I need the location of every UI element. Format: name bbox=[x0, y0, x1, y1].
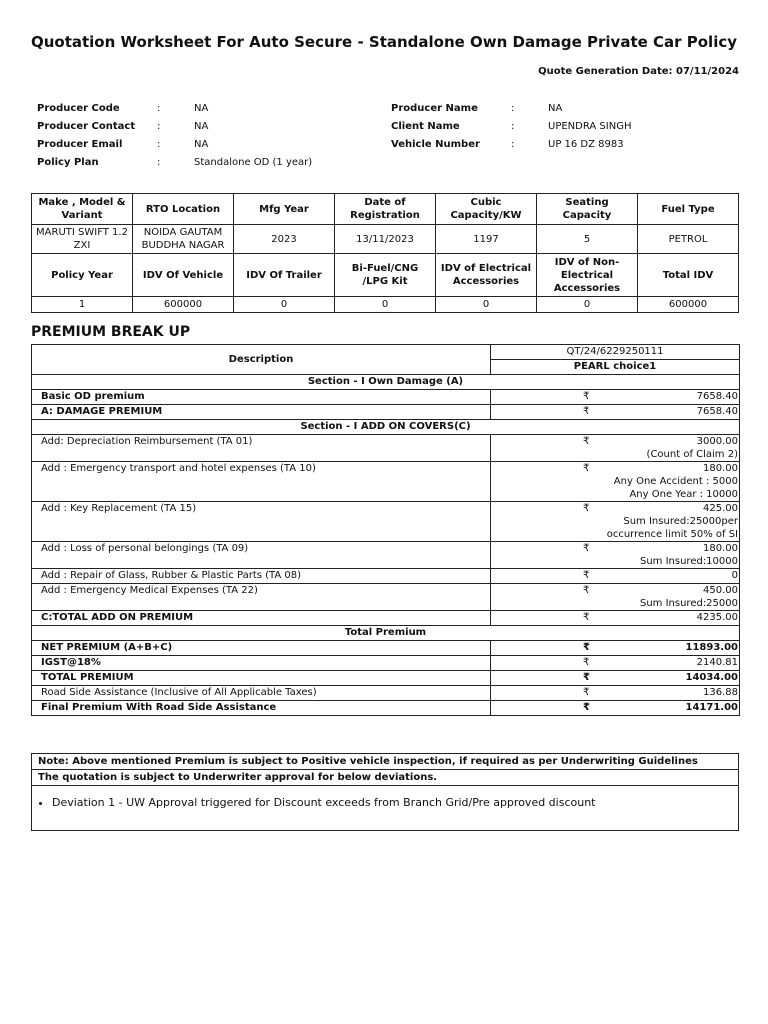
page-title: Quotation Worksheet For Auto Secure - Standalone Own Damage Private Car Policy bbox=[30, 33, 738, 51]
row-amount bbox=[491, 569, 740, 584]
amount-value: 450.00 bbox=[703, 585, 738, 596]
row-amount bbox=[491, 502, 740, 542]
info-value: UPENDRA SINGH bbox=[548, 121, 632, 132]
table-header: Seating Capacity bbox=[537, 194, 638, 225]
note-row bbox=[32, 754, 739, 770]
table-header: IDV Of Trailer bbox=[234, 254, 335, 297]
rupee-symbol: ₹ bbox=[583, 585, 590, 596]
row-amount bbox=[491, 611, 740, 626]
rupee-symbol: ₹ bbox=[583, 657, 590, 668]
table-cell: 600000 bbox=[133, 297, 234, 313]
notes-table bbox=[31, 753, 739, 831]
info-label: Vehicle Number bbox=[391, 139, 480, 150]
table-cell: NOIDA GAUTAM BUDDHA NAGAR bbox=[133, 225, 234, 254]
amount-value: 180.00 bbox=[703, 543, 738, 554]
section-add-on-covers: Section - I ADD ON COVERS(C) bbox=[32, 420, 740, 435]
rupee-symbol: ₹ bbox=[583, 406, 590, 417]
addon-row bbox=[32, 462, 740, 502]
row-label: IGST@18% bbox=[32, 656, 491, 671]
row-label: A: DAMAGE PREMIUM bbox=[32, 405, 491, 420]
section-row bbox=[32, 626, 740, 641]
amount-value: 11893.00 bbox=[685, 642, 738, 653]
info-label: Producer Email bbox=[37, 139, 123, 150]
amount-value: 14171.00 bbox=[685, 702, 738, 713]
info-row bbox=[37, 138, 312, 156]
table-cell: 1197 bbox=[436, 225, 537, 254]
rupee-symbol: ₹ bbox=[583, 702, 590, 713]
addon-note: Sum Insured:25000per bbox=[623, 516, 738, 527]
info-row bbox=[391, 102, 631, 120]
row-label: NET PREMIUM (A+B+C) bbox=[32, 641, 491, 656]
table-header: Fuel Type bbox=[638, 194, 739, 225]
note-row bbox=[32, 786, 739, 831]
row-label: Add : Loss of personal belongings (TA 09) bbox=[32, 542, 491, 569]
amount-value: 180.00 bbox=[703, 463, 738, 474]
inspection-note: Note: Above mentioned Premium is subject to Positive vehicle inspection, if required as per Underwriting Guidelines bbox=[32, 754, 739, 770]
table-cell: 0 bbox=[537, 297, 638, 313]
table-cell: 0 bbox=[234, 297, 335, 313]
row-label: Add : Repair of Glass, Rubber & Plastic Parts (TA 08) bbox=[32, 569, 491, 584]
rupee-symbol: ₹ bbox=[583, 391, 590, 402]
section-row bbox=[32, 420, 740, 435]
rupee-symbol: ₹ bbox=[583, 687, 590, 698]
info-row bbox=[37, 102, 312, 120]
amount-value: 14034.00 bbox=[685, 672, 738, 683]
table-header: Policy Year bbox=[32, 254, 133, 297]
info-value: NA bbox=[194, 121, 209, 132]
row-amount bbox=[491, 671, 740, 686]
table-cell: MARUTI SWIFT 1.2 ZXI bbox=[32, 225, 133, 254]
premium-row bbox=[32, 641, 740, 656]
premium-row bbox=[32, 656, 740, 671]
row-amount bbox=[491, 656, 740, 671]
premium-row bbox=[32, 701, 740, 716]
info-label: Client Name bbox=[391, 121, 460, 132]
premium-breakup-table bbox=[31, 344, 740, 716]
addon-row bbox=[32, 569, 740, 584]
row-label: Road Side Assistance (Inclusive of All Applicable Taxes) bbox=[32, 686, 491, 701]
table-cell: 0 bbox=[335, 297, 436, 313]
table-header: Date of Registration bbox=[335, 194, 436, 225]
info-colon: : bbox=[157, 139, 161, 150]
info-colon: : bbox=[511, 103, 515, 114]
info-label: Policy Plan bbox=[37, 157, 99, 168]
row-label: C:TOTAL ADD ON PREMIUM bbox=[32, 611, 491, 626]
addon-note: (Count of Claim 2) bbox=[646, 449, 738, 460]
addon-row bbox=[32, 502, 740, 542]
info-label: Producer Name bbox=[391, 103, 478, 114]
info-value: NA bbox=[194, 139, 209, 150]
plan-name: PEARL choice1 bbox=[491, 360, 740, 375]
table-cell: 600000 bbox=[638, 297, 739, 313]
row-amount bbox=[491, 686, 740, 701]
addon-row bbox=[32, 584, 740, 611]
amount-value: 0 bbox=[731, 570, 738, 581]
premium-header-row bbox=[32, 345, 740, 360]
quote-number: QT/24/6229250111 bbox=[491, 345, 740, 360]
rupee-symbol: ₹ bbox=[583, 436, 590, 447]
rupee-symbol: ₹ bbox=[583, 570, 590, 581]
rupee-symbol: ₹ bbox=[583, 503, 590, 514]
table-cell: PETROL bbox=[638, 225, 739, 254]
addon-note: Any One Year : 10000 bbox=[629, 489, 738, 500]
table-header: IDV of Non-Electrical Accessories bbox=[537, 254, 638, 297]
idv-value-row bbox=[32, 297, 739, 313]
premium-row bbox=[32, 405, 740, 420]
row-label: TOTAL PREMIUM bbox=[32, 671, 491, 686]
rupee-symbol: ₹ bbox=[583, 642, 590, 653]
row-amount bbox=[491, 641, 740, 656]
addon-note: Any One Accident : 5000 bbox=[613, 476, 738, 487]
amount-value: 136.88 bbox=[703, 687, 738, 698]
idv-header-row bbox=[32, 254, 739, 297]
amount-value: 4235.00 bbox=[696, 612, 738, 623]
premium-row bbox=[32, 671, 740, 686]
amount-value: 2140.81 bbox=[696, 657, 738, 668]
amount-value: 3000.00 bbox=[696, 436, 738, 447]
info-label: Producer Contact bbox=[37, 121, 136, 132]
deviation-list bbox=[38, 796, 735, 809]
premium-row bbox=[32, 390, 740, 405]
row-amount bbox=[491, 542, 740, 569]
info-row bbox=[37, 120, 312, 138]
info-value: Standalone OD (1 year) bbox=[194, 157, 313, 168]
producer-info-left bbox=[37, 102, 312, 174]
vehicle-header-row bbox=[32, 194, 739, 225]
table-cell: 0 bbox=[436, 297, 537, 313]
info-colon: : bbox=[511, 121, 515, 132]
info-colon: : bbox=[157, 121, 161, 132]
info-label: Producer Code bbox=[37, 103, 120, 114]
row-label: Add: Depreciation Reimbursement (TA 01) bbox=[32, 435, 491, 462]
note-row bbox=[32, 770, 739, 786]
table-cell: 5 bbox=[537, 225, 638, 254]
info-colon: : bbox=[157, 157, 161, 168]
row-amount bbox=[491, 405, 740, 420]
table-header: Cubic Capacity/KW bbox=[436, 194, 537, 225]
rupee-symbol: ₹ bbox=[583, 543, 590, 554]
table-cell: 2023 bbox=[234, 225, 335, 254]
rupee-symbol: ₹ bbox=[583, 612, 590, 623]
table-header: Make , Model & Variant bbox=[32, 194, 133, 225]
amount-value: 7658.40 bbox=[696, 406, 738, 417]
deviation-item: • Deviation 1 - UW Approval triggered for Discount exceeds from Branch Grid/Pre approved discount bbox=[52, 796, 735, 809]
info-value: NA bbox=[548, 103, 563, 114]
info-value: NA bbox=[194, 103, 209, 114]
row-label: Add : Emergency Medical Expenses (TA 22) bbox=[32, 584, 491, 611]
addon-note: occurrence limit 50% of SI bbox=[606, 529, 738, 540]
addon-row bbox=[32, 435, 740, 462]
section-own-damage: Section - I Own Damage (A) bbox=[32, 375, 740, 390]
row-amount bbox=[491, 584, 740, 611]
addon-row bbox=[32, 542, 740, 569]
table-header: Total IDV bbox=[638, 254, 739, 297]
premium-row bbox=[32, 611, 740, 626]
row-label: Final Premium With Road Side Assistance bbox=[32, 701, 491, 716]
table-header: IDV of Electrical Accessories bbox=[436, 254, 537, 297]
deviation-cell bbox=[32, 786, 739, 831]
row-amount bbox=[491, 701, 740, 716]
row-label: Basic OD premium bbox=[32, 390, 491, 405]
amount-value: 7658.40 bbox=[696, 391, 738, 402]
underwriter-note: The quotation is subject to Underwriter approval for below deviations. bbox=[32, 770, 739, 786]
rupee-symbol: ₹ bbox=[583, 463, 590, 474]
rupee-symbol: ₹ bbox=[583, 672, 590, 683]
vehicle-value-row bbox=[32, 225, 739, 254]
addon-note: Sum Insured:10000 bbox=[639, 556, 738, 567]
row-amount bbox=[491, 462, 740, 502]
info-row bbox=[391, 138, 631, 156]
section-row bbox=[32, 375, 740, 390]
table-cell: 1 bbox=[32, 297, 133, 313]
info-colon: : bbox=[511, 139, 515, 150]
section-total-premium: Total Premium bbox=[32, 626, 740, 641]
premium-row bbox=[32, 686, 740, 701]
info-row bbox=[391, 120, 631, 138]
row-label: Add : Emergency transport and hotel expenses (TA 10) bbox=[32, 462, 491, 502]
addon-note: Sum Insured:25000 bbox=[639, 598, 738, 609]
row-label: Add : Key Replacement (TA 15) bbox=[32, 502, 491, 542]
row-amount bbox=[491, 390, 740, 405]
vehicle-details-table bbox=[31, 193, 739, 313]
table-header: Bi-Fuel/CNG /LPG Kit bbox=[335, 254, 436, 297]
premium-breakup-heading: PREMIUM BREAK UP bbox=[31, 324, 191, 340]
amount-value: 425.00 bbox=[703, 503, 738, 514]
description-header: Description bbox=[32, 345, 491, 375]
row-amount bbox=[491, 435, 740, 462]
info-colon: : bbox=[157, 103, 161, 114]
table-header: IDV Of Vehicle bbox=[133, 254, 234, 297]
quote-generation-date: Quote Generation Date: 07/11/2024 bbox=[538, 66, 739, 77]
table-header: RTO Location bbox=[133, 194, 234, 225]
producer-info-right bbox=[391, 102, 631, 156]
table-header: Mfg Year bbox=[234, 194, 335, 225]
info-row bbox=[37, 156, 312, 174]
info-value: UP 16 DZ 8983 bbox=[548, 139, 624, 150]
table-cell: 13/11/2023 bbox=[335, 225, 436, 254]
